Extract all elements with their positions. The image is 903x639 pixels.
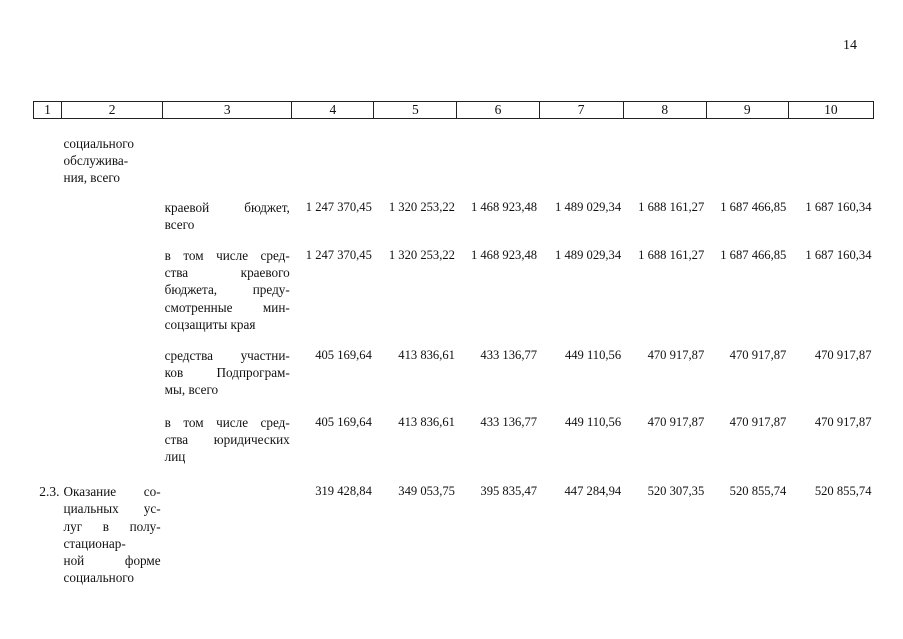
year-value: 413 836,61	[398, 348, 455, 363]
funding-source-line: соцзащиты края	[164, 316, 256, 332]
row-name	[62, 187, 163, 233]
column-number-header: 1	[34, 102, 62, 119]
funding-source-line: в том числе сред-	[164, 414, 290, 430]
year-value	[374, 119, 457, 187]
column-number-header: 5	[374, 102, 457, 119]
year-value: 1 688 161,27	[638, 199, 705, 214]
year-value: 413 836,61	[398, 414, 455, 429]
year-value: 405 169,64	[315, 348, 372, 363]
year-value	[292, 119, 374, 187]
funding-source-line: в том числе сред-	[164, 248, 290, 264]
row-name	[62, 119, 163, 187]
year-value: 433 136,77	[480, 348, 538, 363]
year-value: 449 110,56	[564, 414, 622, 429]
funding-source-line: мы, всего	[164, 382, 219, 398]
year-value: 1 687 466,85	[720, 199, 787, 214]
row-name-line: луг в полу-	[63, 518, 161, 534]
row-name-line: циальных ус-	[63, 501, 161, 517]
year-value: 1 320 253,22	[388, 248, 455, 263]
year-value: 1 320 253,22	[388, 199, 455, 214]
year-value: 470 917,87	[647, 414, 705, 429]
row-code: 2.3.	[39, 484, 60, 500]
column-number-row	[34, 102, 874, 119]
year-value	[623, 119, 706, 187]
table-row	[34, 233, 874, 333]
table-row	[34, 187, 874, 233]
year-value: 1 468 923,48	[470, 199, 538, 214]
row-name-line: обслужива-	[63, 153, 129, 169]
year-value: 349 053,75	[398, 484, 455, 499]
year-value: 470 917,87	[729, 348, 787, 363]
column-number-header: 9	[706, 102, 788, 119]
table-row	[34, 333, 874, 399]
column-number-header: 10	[788, 102, 873, 119]
table-row	[34, 465, 874, 586]
funding-source-line: средства участни-	[164, 348, 290, 364]
budget-table	[33, 101, 874, 586]
year-value: 319 428,84	[315, 484, 372, 499]
year-value: 520 855,74	[814, 484, 872, 499]
year-value: 1 688 161,27	[638, 248, 705, 263]
year-value: 470 917,87	[814, 414, 872, 429]
year-value: 449 110,56	[564, 348, 622, 363]
row-name	[62, 399, 163, 466]
row-name-line: социального	[63, 136, 134, 151]
year-value: 1 489 029,34	[555, 248, 622, 263]
column-number-header: 6	[457, 102, 539, 119]
year-value: 470 917,87	[647, 348, 705, 363]
funding-source-line: смотренные мин-	[164, 299, 290, 315]
funding-source-line: краевой бюджет,	[164, 199, 290, 215]
funding-source	[163, 233, 292, 333]
year-value: 1 687 160,34	[805, 248, 872, 263]
row-name-line: социального	[63, 570, 134, 586]
funding-source-line: лиц	[164, 449, 186, 465]
funding-source-line: бюджета, преду-	[164, 282, 290, 298]
row-name	[62, 465, 163, 586]
row-name-line: стационар-	[63, 535, 126, 551]
year-value	[539, 119, 623, 187]
table-row	[34, 399, 874, 466]
funding-source-line: ства краевого	[164, 265, 290, 281]
row-name-line: Оказание со-	[63, 484, 161, 500]
page-number: 14	[843, 38, 857, 53]
column-number-header: 4	[292, 102, 374, 119]
year-value	[457, 119, 539, 187]
funding-source-line: всего	[164, 216, 195, 232]
row-code	[34, 119, 62, 187]
row-name	[62, 233, 163, 333]
funding-source	[163, 465, 292, 586]
row-name-line: ния, всего	[63, 170, 120, 186]
row-code	[34, 233, 62, 333]
column-number-header: 7	[539, 102, 623, 119]
column-number-header: 8	[623, 102, 706, 119]
column-number-header: 2	[62, 102, 163, 119]
year-value: 520 855,74	[729, 484, 787, 499]
year-value: 470 917,87	[729, 414, 787, 429]
row-code	[34, 187, 62, 233]
year-value: 1 489 029,34	[555, 199, 622, 214]
year-value	[706, 119, 788, 187]
funding-source-line: ства юридических	[164, 431, 290, 447]
year-value: 1 687 466,85	[720, 248, 787, 263]
year-value: 1 687 160,34	[805, 199, 872, 214]
funding-source	[163, 119, 292, 187]
row-code	[34, 333, 62, 399]
table-body	[34, 119, 874, 587]
year-value: 470 917,87	[814, 348, 872, 363]
funding-source	[163, 187, 292, 233]
column-number-header: 3	[163, 102, 292, 119]
funding-source	[163, 399, 292, 466]
year-value: 433 136,77	[480, 414, 538, 429]
year-value: 447 284,94	[564, 484, 622, 499]
year-value: 395 835,47	[480, 484, 538, 499]
year-value: 405 169,64	[315, 414, 372, 429]
funding-source-line: ков Подпрограм-	[164, 365, 290, 381]
year-value	[788, 119, 873, 187]
funding-source	[163, 333, 292, 399]
row-name	[62, 333, 163, 399]
year-value: 1 247 370,45	[305, 248, 372, 263]
year-value: 1 468 923,48	[470, 248, 538, 263]
row-name-line: ной форме	[63, 553, 161, 569]
table-row	[34, 119, 874, 187]
year-value: 1 247 370,45	[305, 199, 372, 214]
year-value: 520 307,35	[647, 484, 705, 499]
row-code	[34, 399, 62, 466]
